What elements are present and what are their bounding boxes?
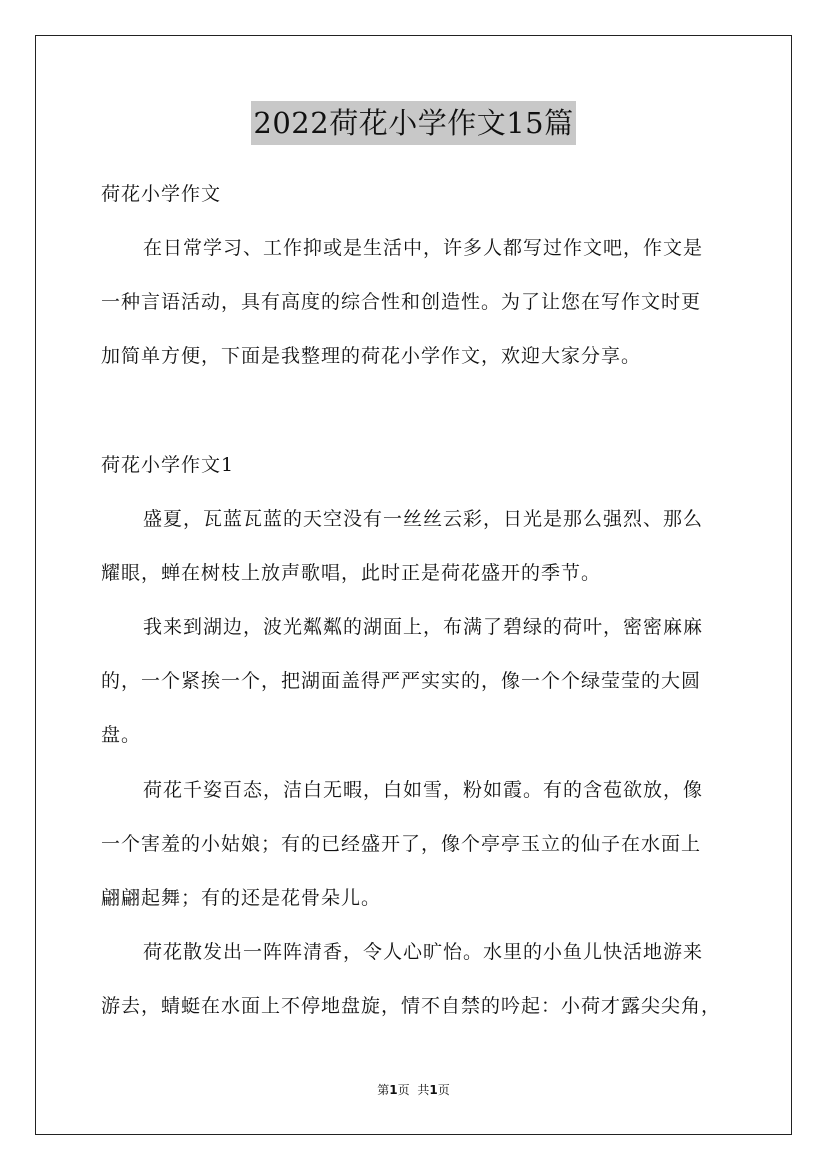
footer-total-suffix: 页 [437,1083,450,1097]
paragraph-line: 荷花散发出一阵阵清香，令人心旷怡。水里的小鱼儿快活地游来 [143,941,704,963]
paragraph-line: 荷花千姿百态，洁白无暇，白如雪，粉如霞。有的含苞欲放，像 [143,779,704,801]
paragraph-line: 耀眼，蝉在树枝上放声歌唱，此时正是荷花盛开的季节。 [101,562,602,584]
footer-page-prefix: 第 [377,1083,390,1097]
page-footer [0,1082,827,1098]
document-title-text: 2022荷花小学作文15篇 [251,101,575,145]
paragraph-line: 翩翩起舞；有的还是花骨朵儿。 [101,887,382,909]
paragraph-line: 的，一个紧挨一个，把湖面盖得严严实实的，像一个个绿莹莹的大圆 [101,670,702,692]
paragraph-line: 一个害羞的小姑娘；有的已经盛开了，像个亭亭玉立的仙子在水面上 [101,833,702,855]
paragraph-line: 我来到湖边，波光粼粼的湖面上，布满了碧绿的荷叶，密密麻麻 [143,616,704,638]
footer-total-prefix: 共 [417,1083,430,1097]
footer-total-number: 1 [429,1083,438,1097]
paragraph-line: 盛夏，瓦蓝瓦蓝的天空没有一丝丝云彩，日光是那么强烈、那么 [143,508,704,530]
paragraph-line: 一种言语活动，具有高度的综合性和创造性。为了让您在写作文时更 [101,291,702,313]
section-heading: 荷花小学作文1 [101,454,235,476]
paragraph-line: 在日常学习、工作抑或是生活中，许多人都写过作文吧，作文是 [143,237,704,259]
paragraph-line: 盘。 [101,724,142,746]
document-title [0,101,827,145]
footer-page-number: 1 [389,1083,398,1097]
footer-page-suffix: 页 [397,1083,410,1097]
paragraph-line: 加简单方便，下面是我整理的荷花小学作文，欢迎大家分享。 [101,345,642,367]
section-heading: 荷花小学作文 [101,183,222,205]
paragraph-line: 游去，蜻蜓在水面上不停地盘旋，情不自禁的吟起：小荷才露尖尖角， [101,995,722,1017]
